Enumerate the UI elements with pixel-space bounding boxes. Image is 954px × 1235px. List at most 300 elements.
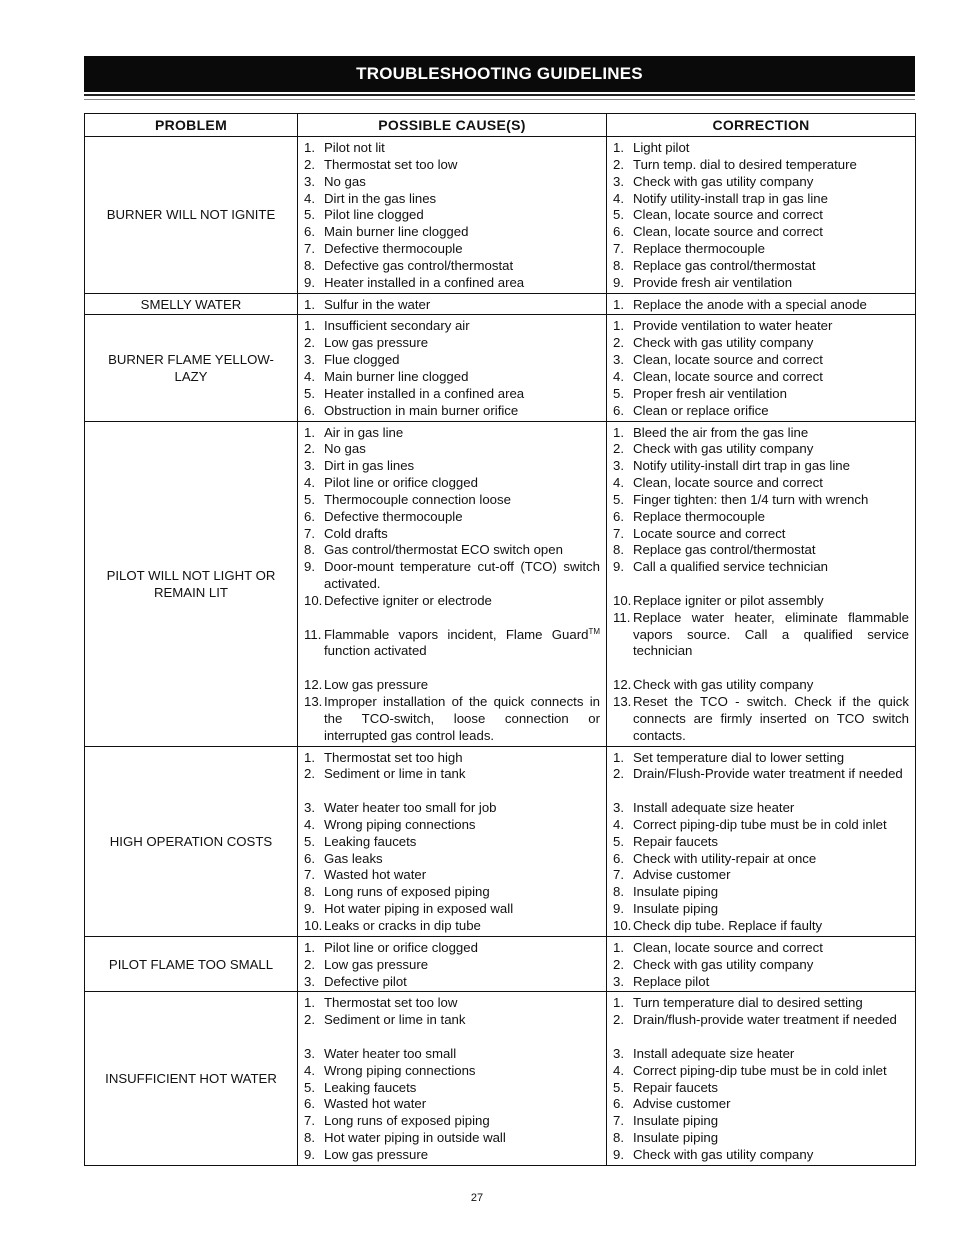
correction-item [613,191,909,208]
item-number: 9. [613,1146,624,1162]
item-text: Check with gas utility company [633,335,814,351]
correction-item [613,258,909,275]
item-number: 2. [613,156,624,172]
cause-item [304,492,600,509]
item-text: Drain/flush-provide water treatment if needed [633,1012,897,1028]
item-number: 10. [304,917,323,933]
item-text: Advise customer [633,867,731,883]
table-row [85,293,916,315]
problem-cell: SMELLY WATER [85,293,298,315]
correction-item [613,1130,909,1147]
item-number: 4. [613,190,624,206]
item-text: Bleed the air from the gas line [633,424,809,440]
correction-item [613,867,909,884]
item-text: Hot water piping in exposed wall [324,901,514,917]
item-text: Check with gas utility company [633,173,814,189]
table-body [85,137,916,1166]
cause-item [304,884,600,901]
cause-item [304,386,600,403]
item-number: 3. [613,458,624,474]
item-text: Replace the anode with a special anode [633,296,867,312]
item-number: 6. [304,1096,315,1112]
item-number: 6. [613,402,624,418]
item-number: 1. [613,140,624,155]
corrections-cell [607,421,916,746]
cause-item [304,851,600,868]
correction-item [613,475,909,492]
item-number: 3. [304,800,315,816]
cause-item [304,694,600,745]
item-text: Clean, locate source and correct [633,207,823,223]
item-number: 4. [613,368,624,384]
item-number: 8. [304,884,315,900]
item-text: Long runs of exposed piping [324,1113,490,1129]
column-header-causes: POSSIBLE CAUSE(S) [298,114,607,137]
item-number: 8. [613,1130,624,1146]
cause-item [304,957,600,974]
item-text: Notify utility-install trap in gas line [633,190,828,206]
item-number: 12. [613,677,632,693]
correction-item [613,1096,909,1113]
item-number: 10. [613,592,632,608]
item-number: 4. [613,475,624,491]
item-number: 3. [613,973,624,989]
item-text: Thermostat set too low [324,156,458,172]
correction-item [613,207,909,224]
correction-item [613,694,909,745]
item-text: Repair faucets [633,1079,719,1095]
cause-item [304,352,600,369]
correction-item [613,901,909,918]
item-text: Check with utility-repair at once [633,850,817,866]
correction-item [613,509,909,526]
item-text: Low gas pressure [324,1146,429,1162]
item-number: 2. [613,441,624,457]
correction-item [613,1063,909,1080]
item-text: Low gas pressure [324,335,429,351]
causes-cell [298,421,607,746]
correction-item [613,425,909,442]
item-text: Wrong piping connections [324,1062,476,1078]
item-number: 2. [304,956,315,972]
table-row [85,137,916,294]
item-number: 3. [613,1045,624,1061]
cause-item [304,258,600,275]
item-text: Check with gas utility company [633,677,814,693]
item-text: Insulate piping [633,1130,719,1146]
item-text: Repair faucets [633,833,719,849]
correction-item [613,817,909,834]
item-text: Cold drafts [324,525,388,541]
table-header-row [85,114,916,137]
item-number: 1. [304,318,315,334]
item-number: 8. [613,542,624,558]
correction-item [613,957,909,974]
cause-item [304,677,600,694]
cause-item [304,207,600,224]
item-text: Check with gas utility company [633,441,814,457]
item-number: 5. [304,833,315,849]
item-number: 10. [613,917,632,933]
item-number: 1. [304,296,315,312]
item-number: 8. [613,257,624,273]
cause-item [304,995,600,1012]
item-number: 9. [613,559,624,575]
item-text: Air in gas line [324,424,404,440]
causes-cell [298,137,607,294]
cause-item [304,834,600,851]
item-text: Thermocouple connection loose [324,491,511,507]
item-number: 5. [304,207,315,223]
item-number: 4. [304,1062,315,1078]
item-text: Check dip tube. Replace if faulty [633,917,823,933]
table-row [85,936,916,992]
correction-item [613,492,909,509]
item-text: Defective thermocouple [324,241,463,257]
correction-item [613,1147,909,1164]
correction-item [613,940,909,957]
item-number: 4. [613,816,624,832]
item-number: 9. [304,1146,315,1162]
item-text: Replace thermocouple [633,241,765,257]
troubleshooting-table [84,113,916,1166]
item-number: 3. [304,973,315,989]
correction-item [613,610,909,661]
item-text: Defective thermocouple [324,508,463,524]
item-text: Wrong piping connections [324,816,476,832]
item-text: Check with gas utility company [633,956,814,972]
item-text: Insufficient secondary air [324,318,470,334]
column-header-problem: PROBLEM [85,114,298,137]
item-number: 5. [613,1079,624,1095]
item-text: Leaking faucets [324,833,417,849]
item-text: Finger tighten: then 1/4 turn with wrench [633,491,869,507]
cause-item [304,526,600,543]
cause-item [304,1147,600,1164]
item-text: Correct piping-dip tube must be in cold inlet [633,816,887,832]
item-text: Locate source and correct [633,525,786,541]
item-text: Wasted hot water [324,867,427,883]
item-number: 4. [304,475,315,491]
item-number: 7. [304,525,315,541]
item-text: Low gas pressure [324,677,429,693]
item-text: Advise customer [633,1096,731,1112]
causes-cell [298,936,607,992]
item-number: 3. [304,458,315,474]
correction-item [613,559,909,576]
item-number: 1. [304,995,315,1011]
item-number: 1. [304,749,315,765]
item-text: Gas control/thermostat ECO switch open [324,542,563,558]
cause-item [304,1096,600,1113]
item-number: 3. [613,800,624,816]
item-text: Replace water heater, eliminate flammable vapors source. Call a qualified service technician [633,609,909,659]
item-number: 9. [304,559,315,575]
item-number: 6. [304,224,315,240]
title-rule [84,94,915,96]
table-row [85,315,916,421]
cause-item [304,593,600,610]
item-text: Sediment or lime in tank [324,1012,466,1028]
item-text: Heater installed in a confined area [324,385,525,401]
item-text: Sediment or lime in tank [324,766,466,782]
item-text: Long runs of exposed piping [324,884,490,900]
item-text: Sulfur in the water [324,296,431,312]
item-number: 7. [304,867,315,883]
item-number: 5. [304,1079,315,1095]
item-number: 6. [304,508,315,524]
cause-item [304,901,600,918]
item-number: 1. [613,296,624,312]
item-number: 1. [613,995,624,1011]
item-number: 5. [613,207,624,223]
causes-cell [298,293,607,315]
item-number: 5. [613,833,624,849]
item-text: Reset the TCO - switch. Check if the quick connects are firmly inserted on TCO switch contacts. [633,694,909,743]
item-text: Defective igniter or electrode [324,592,492,608]
item-number: 2. [304,1012,315,1028]
item-number: 7. [613,525,624,541]
item-number: 2. [304,441,315,457]
cause-item [304,559,600,593]
correction-item [613,593,909,610]
cause-item [304,766,600,783]
problem-cell: BURNER FLAME YELLOW-LAZY [85,315,298,421]
correction-item [613,157,909,174]
causes-cell [298,992,607,1165]
cause-item [304,425,600,442]
item-number: 8. [304,542,315,558]
item-number: 11. [613,609,631,625]
item-number: 9. [613,274,624,290]
item-text: Clean, locate source and correct [633,939,823,955]
item-text: Clean, locate source and correct [633,352,823,368]
item-text: No gas [324,441,366,457]
correction-item [613,851,909,868]
correction-item [613,766,909,783]
item-number: 3. [304,352,315,368]
cause-item [304,867,600,884]
item-text: Main burner line clogged [324,224,469,240]
item-text: Dirt in gas lines [324,458,415,474]
correction-item [613,1012,909,1029]
cause-item [304,918,600,935]
item-number: 7. [613,241,624,257]
item-text: Replace igniter or pilot assembly [633,592,824,608]
corrections-cell [607,137,916,294]
cause-item [304,458,600,475]
item-number: 12. [304,677,323,693]
cause-item [304,441,600,458]
item-number: 2. [613,335,624,351]
item-number: 6. [613,1096,624,1112]
correction-item [613,335,909,352]
item-text: Insulate piping [633,1113,719,1129]
item-number: 8. [304,1130,315,1146]
item-text: No gas [324,173,366,189]
column-header-correction: CORRECTION [607,114,916,137]
correction-item [613,318,909,335]
problem-cell: PILOT FLAME TOO SMALL [85,936,298,992]
causes-cell [298,746,607,936]
cause-item [304,335,600,352]
table-row [85,421,916,746]
item-text: Pilot line or orifice clogged [324,475,478,491]
item-number: 2. [304,156,315,172]
section-title-banner [84,56,915,92]
item-text: Defective gas control/thermostat [324,257,514,273]
correction-item [613,297,909,314]
cause-item [304,174,600,191]
item-number: 6. [613,224,624,240]
cause-item [304,1046,600,1063]
page-title: TROUBLESHOOTING GUIDELINES [356,64,643,83]
correction-item [613,884,909,901]
item-text: Leaks or cracks in dip tube [324,917,481,933]
cause-item [304,627,600,661]
item-text: Proper fresh air ventilation [633,385,787,401]
item-text: Clean, locate source and correct [633,224,823,240]
cause-item [304,369,600,386]
page-number: 27 [470,1192,484,1204]
item-number: 2. [304,335,315,351]
cause-item [304,297,600,314]
item-number: 8. [613,884,624,900]
item-number: 1. [613,318,624,334]
correction-item [613,458,909,475]
item-text: Water heater too small for job [324,800,497,816]
problem-cell: PILOT WILL NOT LIGHT OR REMAIN LIT [85,421,298,746]
correction-item [613,800,909,817]
correction-item [613,140,909,157]
item-number: 1. [613,939,624,955]
item-text: Insulate piping [633,901,719,917]
item-text: Install adequate size heater [633,800,795,816]
item-text: Install adequate size heater [633,1045,795,1061]
item-number: 4. [304,190,315,206]
cause-item [304,1063,600,1080]
cause-item [304,157,600,174]
item-number: 6. [613,508,624,524]
item-text: Dirt in the gas lines [324,190,437,206]
item-number: 3. [304,173,315,189]
corrections-cell [607,992,916,1165]
correction-item [613,352,909,369]
correction-item [613,1046,909,1063]
item-number: 9. [304,901,315,917]
item-number: 2. [613,766,624,782]
item-text: Main burner line clogged [324,368,469,384]
correction-item [613,542,909,559]
item-number: 5. [304,491,315,507]
item-number: 5. [304,385,315,401]
item-text: Call a qualified service technician [633,559,828,575]
correction-item [613,995,909,1012]
correction-item [613,1080,909,1097]
correction-item [613,974,909,991]
item-text: Defective pilot [324,973,407,989]
item-text: Notify utility-install dirt trap in gas line [633,458,850,474]
table-row [85,746,916,936]
item-number: 2. [613,956,624,972]
item-number: 7. [304,241,315,257]
cause-item [304,817,600,834]
item-number: 1. [613,424,624,440]
item-text: Pilot not lit [324,140,385,155]
cause-item [304,1130,600,1147]
item-text: Flue clogged [324,352,400,368]
item-text: Replace gas control/thermostat [633,257,816,273]
item-text: Thermostat set too low [324,995,458,1011]
item-text: Turn temp. dial to desired temperature [633,156,857,172]
item-text: Turn temperature dial to desired setting [633,995,863,1011]
cause-item [304,140,600,157]
correction-item [613,241,909,258]
item-number: 2. [304,766,315,782]
item-number: 4. [304,368,315,384]
table-row [85,992,916,1165]
item-number: 13. [613,694,632,709]
item-number: 9. [613,901,624,917]
cause-item [304,800,600,817]
item-number: 8. [304,257,315,273]
item-number: 1. [613,749,624,765]
problem-cell: INSUFFICIENT HOT WATER [85,992,298,1165]
item-number: 1. [304,140,315,155]
correction-item [613,386,909,403]
correction-item [613,275,909,292]
item-text: Replace gas control/thermostat [633,542,816,558]
cause-item [304,475,600,492]
correction-item [613,174,909,191]
correction-item [613,677,909,694]
corrections-cell [607,293,916,315]
correction-item [613,224,909,241]
problem-cell: BURNER WILL NOT IGNITE [85,137,298,294]
cause-item [304,509,600,526]
item-number: 3. [613,352,624,368]
item-text: Flammable vapors incident, Flame Guard™ function activated [324,626,600,659]
title-rule-thin [84,99,915,100]
item-number: 7. [613,867,624,883]
item-text: Set temperature dial to lower setting [633,749,845,765]
item-number: 7. [304,1113,315,1129]
item-text: Replace thermocouple [633,508,765,524]
item-text: Correct piping-dip tube must be in cold inlet [633,1062,887,1078]
correction-item [613,403,909,420]
cause-item [304,542,600,559]
cause-item [304,275,600,292]
item-number: 4. [304,816,315,832]
item-text: Door-mount temperature cut-off (TCO) switch activated. [324,559,600,592]
correction-item [613,1113,909,1130]
problem-cell: HIGH OPERATION COSTS [85,746,298,936]
correction-item [613,918,909,935]
item-text: Improper installation of the quick connects in the TCO-switch, loose connection or interrupted gas control leads. [324,694,600,743]
item-number: 3. [304,1045,315,1061]
item-number: 4. [613,1062,624,1078]
cause-item [304,318,600,335]
correction-item [613,750,909,767]
item-text: Clean, locate source and correct [633,368,823,384]
cause-item [304,224,600,241]
correction-item [613,369,909,386]
item-text: Pilot line clogged [324,207,424,223]
cause-item [304,940,600,957]
item-number: 13. [304,694,323,709]
item-text: Obstruction in main burner orifice [324,402,519,418]
item-text: Heater installed in a confined area [324,274,525,290]
